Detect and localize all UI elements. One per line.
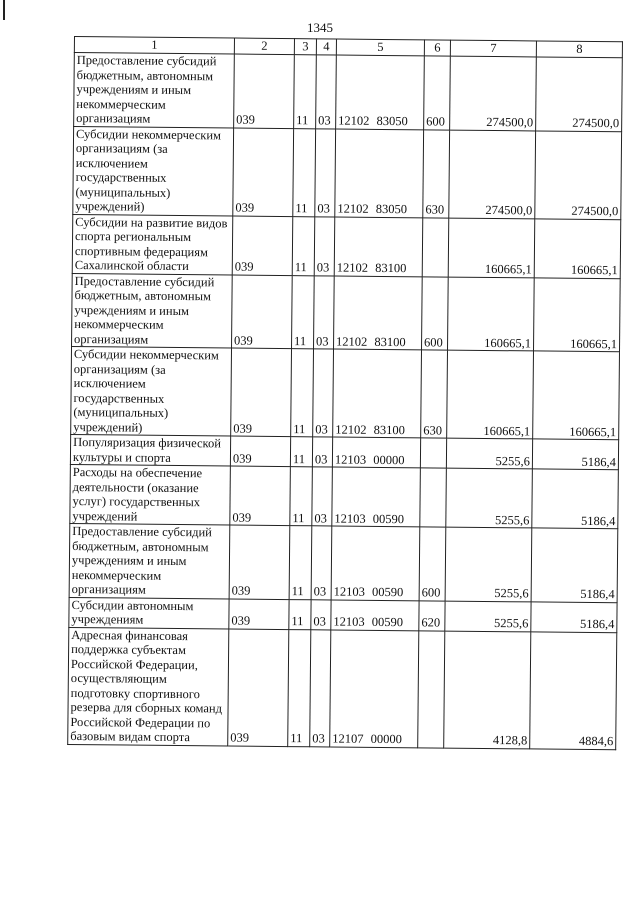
amount-col7: 274500,0 [450,56,537,130]
ministry-code: 039 [228,629,289,747]
section-code: 11 [292,275,315,349]
column-header: 4 [316,39,336,55]
amount-col7: 4128,8 [444,631,531,749]
table-row [74,53,623,132]
expense-type-code: 630 [423,129,450,217]
target-article-code: 12103 00590 [331,526,420,600]
amount-col8: 274500,0 [536,57,623,131]
amount-col8: 5186,4 [531,528,618,602]
subsection-code: 03 [311,526,332,600]
subsection-code: 03 [313,349,334,437]
amount-col8: 160665,1 [533,351,620,440]
amount-col7: 160665,1 [448,277,535,351]
ministry-code: 039 [229,525,290,599]
subsection-code: 03 [314,216,335,275]
row-name: Предоставление субсидий бюджетным, автономным учреждениям и иным некоммерческим организациям [72,273,233,348]
target-article-code: 12102 83100 [333,349,422,438]
ministry-code: 039 [232,275,293,349]
budget-table [67,36,623,750]
ministry-code: 039 [231,348,292,437]
expense-type-code: 630 [421,350,448,438]
expense-type-code [422,217,449,276]
expense-type-code: 600 [422,276,449,350]
target-article-code: 12102 83050 [336,55,425,129]
section-code: 11 [293,128,316,216]
row-name: Расходы на обеспечение деятельности (оказание услуг) государственных учреждений [70,464,231,525]
ministry-code: 039 [234,54,295,128]
row-name: Предоставление субсидий бюджетным, автономным учреждениям и иным некоммерческим организациям [74,53,235,128]
target-article-code: 12102 83050 [335,129,424,218]
ministry-code: 039 [230,466,291,526]
page-number: 1345 [307,20,333,35]
section-code: 11 [288,629,311,746]
table-row [72,273,621,352]
table-row [72,214,621,278]
target-article-code: 12103 00590 [331,599,419,630]
subsection-code: 03 [315,128,336,216]
table-row [69,523,618,602]
section-code: 11 [289,526,312,600]
subsection-code: 03 [314,275,335,349]
column-header: 7 [450,40,536,57]
amount-col8: 5186,4 [531,601,617,632]
target-article-code: 12103 00590 [332,467,421,527]
amount-col7: 5255,6 [445,601,531,632]
column-header: 1 [74,37,234,55]
target-article-code: 12102 83100 [334,276,423,350]
subsection-code: 03 [310,629,331,746]
expense-type-code: 600 [424,56,451,130]
ministry-code: 039 [229,599,289,630]
row-name: Адресная финансовая поддержка субъектам Российской Федерации, осуществляющим подготовку спортивного резерва для сборных команд Российской Федерации по базовым видам спорта [68,627,229,746]
subsection-code: 03 [312,467,333,526]
expense-type-code [420,438,446,468]
column-header: 5 [336,39,424,56]
amount-col7: 160665,1 [447,350,534,439]
amount-col8: 5186,4 [532,469,619,529]
amount-col7: 5255,6 [446,438,532,469]
table-row [73,126,622,219]
expense-type-code: 600 [419,527,446,601]
section-code: 11 [290,467,313,526]
target-article-code: 12103 00000 [332,437,420,468]
row-name: Субсидии автономным учреждениям [69,597,229,629]
subsection-code: 03 [311,599,331,629]
table-row [71,346,620,439]
amount-col7: 160665,1 [448,218,535,278]
section-code: 11 [289,599,311,629]
row-name: Популяризация физической культуры и спорта [70,434,230,466]
row-name: Субсидии некоммерческим организациям (за исключением государственных (муниципальных) учреждений) [73,126,234,216]
section-code: 11 [294,55,317,129]
row-name: Субсидии некоммерческим организациям (за исключением государственных (муниципальных) учреждений) [71,346,232,436]
row-name: Предоставление субсидий бюджетным, автономным учреждениям и иным некоммерческим организациям [69,523,230,598]
amount-col8: 5186,4 [532,439,618,470]
section-code: 11 [292,216,315,275]
subsection-code: 03 [316,55,337,129]
ministry-code: 039 [232,216,293,276]
expense-type-code [418,630,445,747]
ministry-code: 039 [230,436,290,467]
amount-col7: 274500,0 [449,130,536,219]
expense-type-code [420,468,447,527]
amount-col7: 5255,6 [446,468,533,528]
section-code: 11 [291,349,314,437]
table-row [68,627,617,749]
column-header: 6 [424,40,450,56]
target-article-code: 12102 83100 [334,217,423,277]
column-header: 2 [234,38,294,55]
amount-col7: 5255,6 [445,527,532,601]
ministry-code: 039 [233,128,294,217]
table-row [70,434,618,469]
amount-col8: 4884,6 [530,631,617,749]
amount-col8: 160665,1 [533,277,620,351]
section-code: 11 [290,437,312,467]
row-name: Субсидии на развитие видов спорта региональным спортивным федерациям Сахалинской области [72,214,233,275]
table-row [70,464,619,528]
column-header: 8 [536,41,622,58]
scan-edge-mark [3,0,5,20]
amount-col8: 160665,1 [534,218,621,278]
column-header: 3 [294,39,316,55]
expense-type-code: 620 [419,600,445,630]
target-article-code: 12107 00000 [330,629,419,747]
subsection-code: 03 [312,437,332,467]
amount-col8: 274500,0 [535,130,622,219]
